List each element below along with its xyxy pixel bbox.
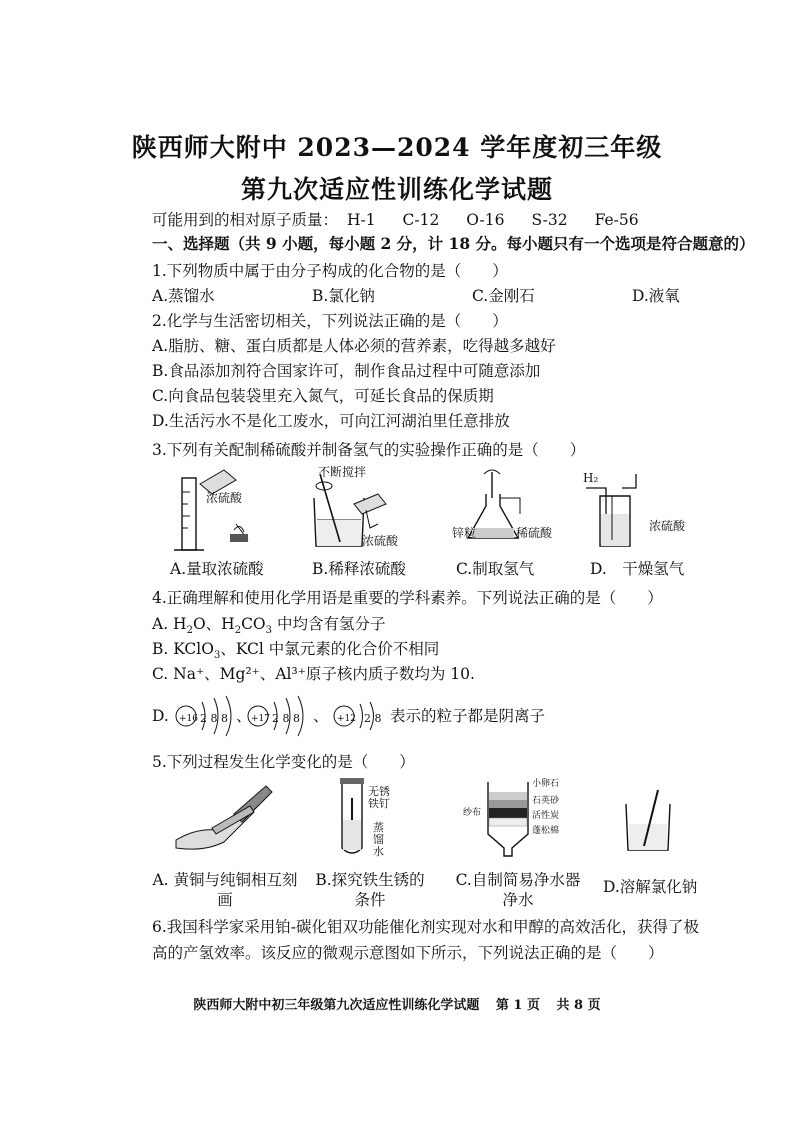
filter-layer-2: 石英砂 xyxy=(532,796,560,806)
label-acid-b: 浓硫酸 xyxy=(362,534,399,548)
filter-layer-1: 小卵石 xyxy=(532,779,560,789)
atomic-mass-item: C-12 xyxy=(402,211,440,229)
atomic-mass-label: 可能用到的相对原子质量： xyxy=(152,211,339,229)
q2-option-b: B.食品添加剂符合国家许可，制作食品过程中可随意添加 xyxy=(152,362,541,380)
q4-option-d-label: D. xyxy=(152,707,169,725)
filter-layer-4: 蓬松棉 xyxy=(532,826,560,836)
atom-3-nucleus: +12 xyxy=(337,714,356,724)
atomic-mass-item: O-16 xyxy=(466,211,505,229)
filter-gauze: 纱布 xyxy=(463,808,482,818)
footer-total: 共 8 页 xyxy=(556,998,601,1013)
footer-page: 第 1 页 xyxy=(495,998,540,1013)
q4-option-b: B. KClO$_3$、KCl 中氯元素的化合价不相同 xyxy=(152,640,440,662)
label-stirring: 不断搅拌 xyxy=(318,465,367,479)
q5-caption-a xyxy=(150,870,300,910)
q5-caption-c-line-2: 净水 xyxy=(502,891,534,909)
question-5-stem: 5.下列过程发生化学变化的是（ ） xyxy=(152,753,415,771)
q3-caption-b: B.稀释浓硫酸 xyxy=(312,560,406,578)
question-3-stem: 3.下列有关配制稀硫酸并制备氢气的实验操作正确的是（ ） xyxy=(152,441,586,459)
q3-caption-a: A.量取浓硫酸 xyxy=(170,560,264,578)
label-distilled-water: 蒸馏水 xyxy=(373,821,384,858)
q4-a-text-1: A. H xyxy=(152,615,187,633)
q4-b-text-2: 、KCl 中氯元素的化合价不相同 xyxy=(220,640,440,658)
q1-option-a: A.蒸馏水 xyxy=(152,287,215,305)
figure-dissolve-salt xyxy=(620,784,680,860)
q1-option-d: D.液氧 xyxy=(632,287,680,305)
label-acid-d: 浓硫酸 xyxy=(649,519,686,533)
question-2-stem: 2.化学与生活密切相关，下列说法正确的是（ ） xyxy=(152,312,508,330)
label-dilute-acid: 稀硫酸 xyxy=(516,526,553,540)
atom-2-shells: 2 8 8 xyxy=(272,712,300,725)
q3-caption-c: C.制取氢气 xyxy=(456,560,535,578)
q4-a-text-4: 中均含有氢分子 xyxy=(276,615,386,633)
q4-b-text-1: B. KClO xyxy=(152,640,214,658)
atomic-mass-item: S-32 xyxy=(531,211,568,229)
q5-caption-a-line-1: A. 黄铜与纯铜相互刻 xyxy=(152,871,298,889)
page-footer xyxy=(0,994,794,1013)
exam-title: 陕西师大附中 2023—2024 学年度初三年级 xyxy=(131,133,663,162)
label-acid-a: 浓硫酸 xyxy=(206,491,243,505)
label-zinc: 锌粒 xyxy=(452,526,477,540)
figure-scratch-metals xyxy=(172,778,282,858)
atomic-mass-line xyxy=(152,210,661,230)
filter-layer-3: 活性炭 xyxy=(532,811,560,821)
atomic-mass-item: H-1 xyxy=(346,211,376,229)
label-h2: H₂ xyxy=(583,471,599,485)
label-rustless-nail: 无锈铁钉 xyxy=(368,785,390,810)
q4-option-d-text: 表示的粒子都是阴离子 xyxy=(390,707,546,725)
q5-caption-b xyxy=(310,870,430,910)
q3-caption-d: D. 干燥氢气 xyxy=(590,560,685,578)
q4-option-c: C. Na⁺、Mg²⁺、Al³⁺原子核内质子数均为 10. xyxy=(152,665,475,683)
q5-caption-b-line-2: 条件 xyxy=(354,891,386,909)
q5-caption-b-line-1: B.探究铁生锈的 xyxy=(315,871,425,889)
footer-title: 陕西师大附中初三年级第九次适应性训练化学试题 xyxy=(193,998,480,1013)
q5-caption-c-line-1: C.自制简易净水器 xyxy=(455,871,581,889)
section-heading: 一、选择题（共 9 小题，每小题 2 分，计 18 分。每小题只有一个选项是符合题意的） xyxy=(152,234,755,253)
separator: 、 xyxy=(313,707,329,725)
q5-caption-c xyxy=(448,870,588,910)
atom-1-shells: 2 8 8 xyxy=(200,712,228,725)
q4-option-a: A. $H_2O$、$H_2CO_3$ 中均含有氢分子 xyxy=(152,615,386,637)
q2-option-a: A.脂肪、糖、蛋白质都是人体必须的营养素，吃得越多越好 xyxy=(152,337,556,355)
q5-caption-a-line-2: 画 xyxy=(217,891,233,909)
q4-a-text-3: CO xyxy=(241,615,266,633)
atom-2-nucleus: +17 xyxy=(251,714,270,724)
question-6-line-2: 高的产氢效率。该反应的微观示意图如下所示，下列说法正确的是（ ） xyxy=(152,944,664,962)
q2-option-c: C.向食品包装袋里充入氮气，可延长食品的保质期 xyxy=(152,387,494,405)
figure-measure-acid xyxy=(168,464,268,554)
question-4-stem: 4.正确理解和使用化学用语是重要的学科素养。下列说法正确的是（ ） xyxy=(152,589,663,607)
atom-1-nucleus: +16 xyxy=(179,714,198,724)
q2-option-d: D.生活污水不是化工废水，可向江河湖泊里任意排放 xyxy=(152,412,510,430)
question-6-line-1: 6.我国科学家采用铂-碳化钼双功能催化剂实现对水和甲醇的高效活化，获得了极 xyxy=(152,918,700,936)
atomic-mass-item: Fe-56 xyxy=(594,211,639,229)
q1-option-b: B.氯化钠 xyxy=(312,287,375,305)
separator: 、 xyxy=(236,707,252,725)
q4-a-text-2: O、H xyxy=(192,615,235,633)
q1-option-c: C.金刚石 xyxy=(472,287,535,305)
atom-3-shells: 2 8 xyxy=(364,712,382,725)
q5-caption-d: D.溶解氯化钠 xyxy=(603,878,698,896)
exam-subtitle: 第九次适应性训练化学试题 xyxy=(240,175,553,204)
question-1-stem: 1.下列物质中属于由分子构成的化合物的是（ ） xyxy=(152,262,508,280)
